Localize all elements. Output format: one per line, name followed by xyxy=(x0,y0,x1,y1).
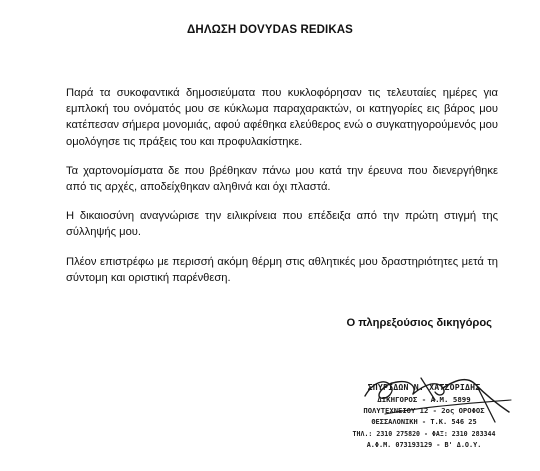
paragraph-4: Πλέον επιστρέφω με περισσή ακόμη θέρμη στις αθλητικές μου δραστηριότητες μετά τη σύντομη και οριστική παρένθεση. xyxy=(66,256,498,285)
stamp-name: ΣΠΥΡΙΔΩΝ Ν. ΧΑΤΖΟΡΙΔΗΣ xyxy=(367,382,481,392)
document-title: ΔΗΛΩΣΗ DOVYDAS REDIKAS xyxy=(187,24,353,36)
paragraph-2: Τα χαρτονομίσματα δε που βρέθηκαν πάνω μου κατά την έρευνα που διενεργήθηκε από τις αρχές, αποδείχθηκαν αληθινά και όχι πλαστά. xyxy=(66,165,498,194)
stamp-address: ΠΟΛΥΤΕΧΝΕΙΟΥ 12 - 2ος ΟΡΟΦΟΣ xyxy=(363,406,485,415)
stamp-tax-id: Α.Φ.Μ. 073193129 - Β' Δ.Ο.Υ. xyxy=(366,441,482,449)
stamp-phone: ΤΗΛ.: 2310 275820 - ΦΑΞ: 2310 283344 xyxy=(352,430,496,438)
paragraph-1: Παρά τα συκοφαντικά δημοσιεύματα που κυκλοφόρησαν τις τελευταίες ημέρες για εμπλοκή του ονόματός μου σε κύκλωμα παραχαρακτών, οι κατηγορίες εις βάρος μου κατέπεσαν σήμερα μονομιάς, αφού αφέθηκα ελεύθερος ενώ ο συγκατηγορούμενός μου ομολόγησε τις πράξεις του και προφυλακίστηκε. xyxy=(66,87,498,148)
stamp-title: ΔΙΚΗΓΟΡΟΣ - Α.Μ. 5899 xyxy=(377,395,471,404)
lawyer-stamp xyxy=(349,378,499,460)
paragraph-3: Η δικαιοσύνη αναγνώρισε την ειλικρίνεια που επέδειξα από την πρώτη στιγμή της σύλληψής μου. xyxy=(66,210,498,239)
signoff-attorney: Ο πληρεξούσιος δικηγόρος xyxy=(346,317,492,329)
stamp-city: ΘΕΣΣΑΛΟΝΙΚΗ - Τ.Κ. 546 25 xyxy=(371,418,477,426)
